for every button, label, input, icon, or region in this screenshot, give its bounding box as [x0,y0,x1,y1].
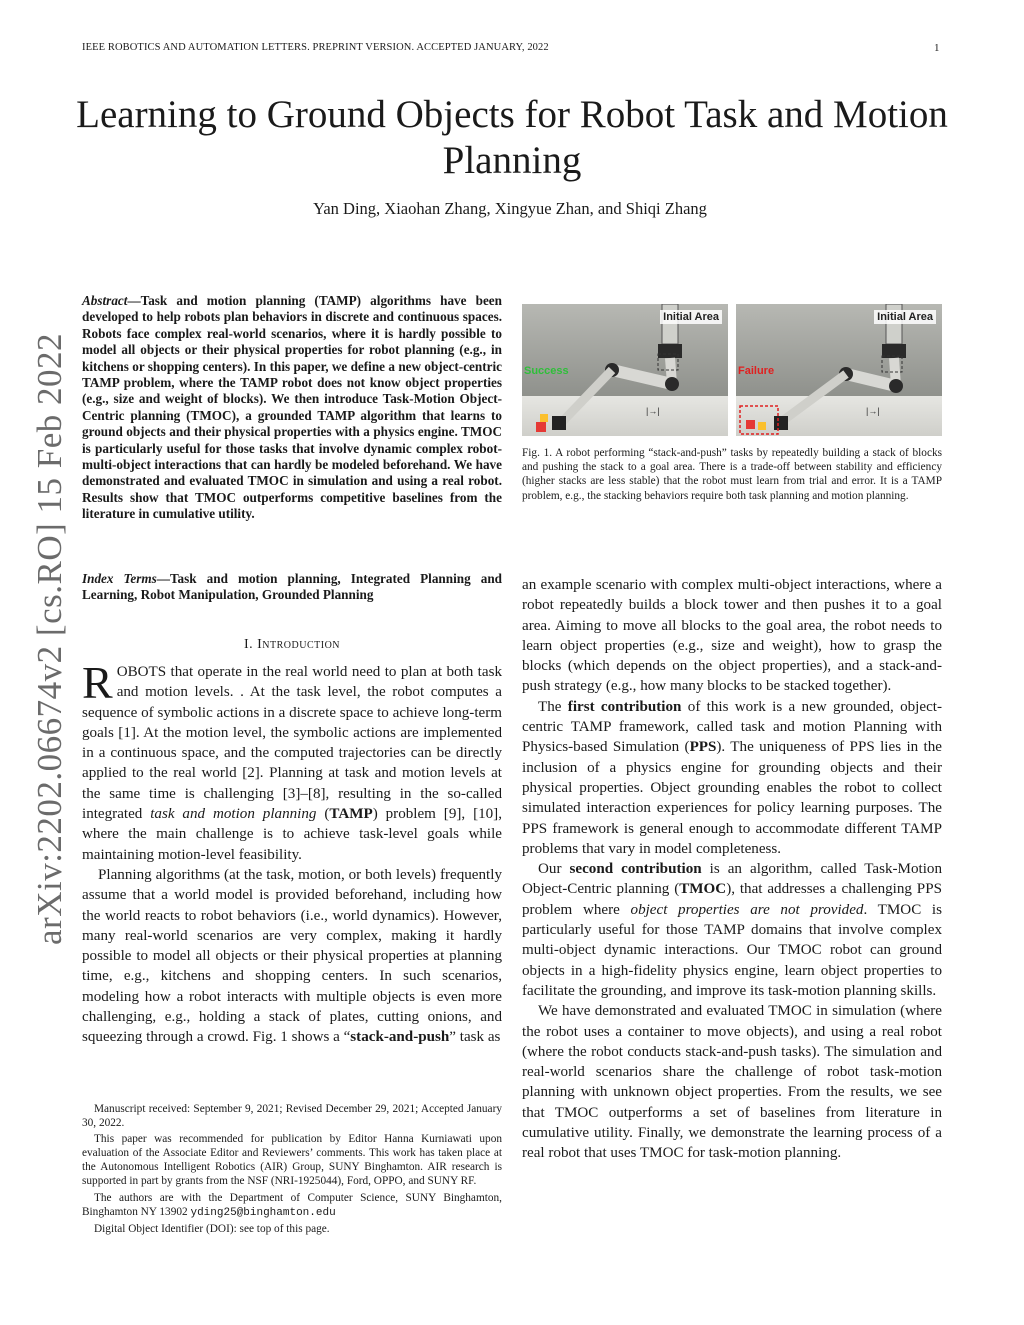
section-heading [82,637,502,653]
footnote-1: Manuscript received: September 9, 2021; Revised December 29, 2021; Accepted January 30, 2022. [82,1103,502,1130]
r3-a: Our [538,861,570,878]
r2-c: ). The uniqueness of PPS lies in the inclusion of a physics engine for grounding objects and their physical properties. Object grounding enables the robot to collect simulated interaction experiences for policy learning purposes. The PPS framework is general enough to accommodate different TAMP problems that vary in model completeness. [522,739,943,857]
footnotes [82,1102,502,1238]
p1-paren: ( [316,806,330,823]
failure-label: Failure [738,365,775,377]
p1-text: OBOTS that operate in the real world need to plan at both task and motion levels. . At the task level, the robot computes a sequence of symbolic actions in a discrete space to achieve long-term goals [1]. At the motion level, the symbolic actions are implemented in a continuous space, and the computed trajectories can be directly applied to the real world [2]. Planning at task and motion levels at the same time is challenging [3]–[8], resulting in the so-called integrated [82,664,502,823]
initial-area-label-left: Initial Area [660,310,722,324]
r3-bold: second contribution [569,861,702,878]
intro-paragraph-2 [82,865,502,1048]
footnote-4: Digital Object Identifier (DOI): see top of this page. [94,1222,330,1235]
paper-authors: Yan Ding, Xiaohan Zhang, Xingyue Zhan, and Shiqi Zhang [313,199,707,218]
r2-bold2: PPS [689,739,717,756]
right-paragraph-2 [522,697,942,859]
right-paragraph-1: an example scenario with complex multi-object interactions, where a robot repeatedly builds a block tower and then pushes it to a goal area. Aiming to move all blocks to the goal area, the robot needs to learn object properties (e.g., size and weight), how to grasp the blocks (which depends on the object properties), and a stack-and-push strategy (e.g., how many blocks to be stacked together). [522,577,942,695]
author-email: yding25@binghamton.edu [190,1206,336,1219]
footnote-3 [82,1191,502,1220]
r3-b: is an algorithm, called Task-Motion Object-Centric planning ( [522,861,942,898]
drop-cap: R [82,657,113,708]
index-terms-label: Index Terms [82,571,157,586]
success-label: Success [524,365,569,377]
p1-bold: TAMP [329,806,373,823]
svg-text:|→|: |→| [866,406,880,416]
figure-panel-failure [736,304,942,436]
index-terms-text: Task and motion planning, Integrated Planning and Learning, Robot Manipulation, Grounded Planning [82,571,502,603]
figure-1 [522,304,942,436]
intro-right-column [522,575,942,1164]
intro-left-column [82,657,502,1048]
p1-emphasis: task and motion planning [150,806,317,823]
page-number: 1 [934,42,940,54]
p2-bold: stack-and-push [350,1029,450,1046]
r2-a: The [538,698,568,715]
p1-end: ) problem [9], [10], where the main challenge is to achieve task-level goals while maintaining motion-level feasibility. [82,806,502,863]
footnote-2: This paper was recommended for publication by Editor Hanna Kurniawati upon evaluation of the Associate Editor and Reviewers’ comments. This work has taken place at the Autonomous Intelligent Robotics (AIR) Group, SUNY Binghamton. AIR research is supported in part by grants from the NSF (NRI-1925044), Ford, OPPO, and SUNY RF. [82,1133,502,1188]
p2-text: Planning algorithms (at the task, motion, or both levels) frequently assume that a world model is provided beforehand, including how the world reacts to robot behaviors (i.e., world dynamics). However, many real-world scenarios are very complex, making it hardly possible to model all objects or their physical properties at planning time, e.g., kitchens and shopping centers. In such scenarios, modeling how a robot interacts with multiple objects is even more challenging, e.g., holding a stack of plates, cutting onions, and squeezing through a crowd. Fig. 1 shows a “ [82,866,502,1046]
svg-text:|→|: |→| [646,406,660,416]
figure-panel-success [522,304,728,436]
abstract-text: Task and motion planning (TAMP) algorithms have been developed to help robots plan behaviors in discrete and continuous spaces. Robots face complex real-world scenarios, where it is hardly possible to model all objects or their physical properties for robot planning (e.g., in kitchens or shopping centers). In this paper, we define a new object-centric TAMP problem, where the TAMP robot does not know object properties (e.g., size and weight of blocks). We then introduce Task-Motion Object-Centric planning (TMOC), a grounded TAMP algorithm that learns to ground objects and their physical properties with a physics engine. TMOC is particularly useful for those tasks that involve dynamic complex robot-multi-object interactions that can hardly be modeled beforehand. We have demonstrated and evaluated TMOC in simulation and using a real robot. Results show that TMOC outperforms competitive baselines from the literature in cumulative utility. [82,293,502,522]
paper-title: Learning to Ground Objects for Robot Task and Motion Planning [76,93,948,182]
section-title: Introduction [257,637,341,652]
p2-end: ” task as [449,1029,501,1046]
r3-c: ), that addresses a challenging PPS problem where [522,881,942,918]
initial-area-label-right: Initial Area [874,310,936,324]
footnote-3-text: The authors are with the Department of Computer Science, SUNY Binghamton, Binghamton NY 13902 [82,1191,502,1218]
right-paragraph-3 [522,859,942,1001]
section-number: I. [243,637,254,652]
index-terms: Index Terms—Task and motion planning, Integrated Planning and Learning, Robot Manipulation, Grounded Planning [82,571,502,603]
figure-caption: Fig. 1. A robot performing “stack-and-push” tasks by repeatedly building a stack of blocks and pushing the stack to a goal area. There is a trade-off between stability and efficiency (higher stacks are less stable) that the robot must learn from trial and error. It is a TAMP problem, e.g., the stacking behaviors require both task planning and motion planning. [522,447,942,502]
abstract: Abstract—Task and motion planning (TAMP) algorithms have been developed to help robots plan behaviors in discrete and continuous spaces. Robots face complex real-world scenarios, where it is hardly possible to model all objects or their physical properties for robot planning (e.g., in kitchens or shopping centers). In this paper, we define a new object-centric TAMP problem, where the TAMP robot does not know object properties (e.g., size and weight of blocks). We then introduce Task-Motion Object-Centric planning (TMOC), a grounded TAMP algorithm that learns to ground objects and their physical properties with a physics engine. TMOC is particularly useful for those tasks that involve dynamic complex robot-multi-object interactions that can hardly be modeled beforehand. We have demonstrated and evaluated TMOC in simulation and using a real robot. Results show that TMOC outperforms competitive baselines from the literature in cumulative utility. [82,293,502,522]
right-paragraph-4: We have demonstrated and evaluated TMOC in simulation (where the robot uses a container to move objects), and using a real robot (where the robot conducts stack-and-push tasks). The simulation and real-world scenarios share the challenge of robot task-motion planning with unknown object properties. From the results, we see that TMOC outperforms a set of baselines from literature in cumulative utility. Finally, we demonstrate the learning process of a real robot that uses TMOC for task-motion planning. [522,1003,942,1162]
intro-paragraph-1 [82,657,502,865]
r3-em: object properties are not provided [630,901,864,918]
journal-header: IEEE ROBOTICS AND AUTOMATION LETTERS. PREPRINT VERSION. ACCEPTED JANUARY, 2022 [82,42,549,53]
arxiv-stamp: arXiv:2202.06674v2 [cs.RO] 15 Feb 2022 [30,332,69,945]
r3-bold2: TMOC [679,881,727,898]
r3-d: . TMOC is particularly useful for those TAMP domains that involve complex multi-object dynamic interactions. Our TMOC robot can ground objects in a high-fidelity physics engine, learn object properties to facilitate the grounding, and improve its task-motion planning skills. [522,901,942,999]
r2-bold: first contribution [567,698,682,715]
abstract-label: Abstract [82,293,128,308]
r2-b: of this work is a new grounded, object-centric TAMP framework, called task and motion Planning with Physics-based Simulation ( [522,698,942,756]
